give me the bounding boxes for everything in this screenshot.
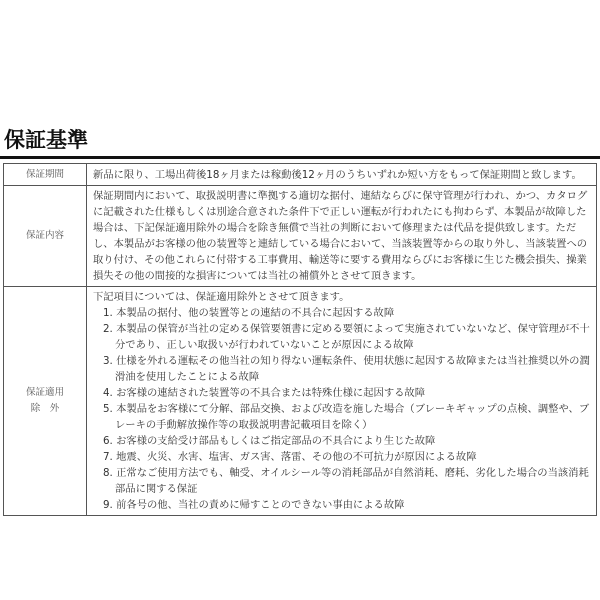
list-item: 3. 仕様を外れる運転その他当社の知り得ない運転条件、使用状態に起因する故障または当社推奨以外の潤滑油を使用したことによる故障 [103,355,590,383]
list-item: 1. 本製品の据付、他の装置等との連結の不具合に起因する故障 [103,307,395,319]
row-text [87,287,597,516]
list-item: 4. お客様の連結された装置等の不具合または特殊仕様に起因する故障 [103,387,426,399]
row-label-line: 除 外 [30,403,60,414]
row-label-line: 保証適用 [25,387,64,398]
title-divider [0,156,600,159]
list-item: 8. 正常なご使用方法でも、軸受、オイルシール等の消耗部品が自然消耗、磨耗、劣化した場合の当該消耗部品に関する保証 [103,467,589,495]
exclusion-intro: 下記項目については、保証適用除外とさせて頂きます。 [93,291,350,303]
list-item: 6. お客様の支給受け部品もしくはご指定部品の不具合により生じた故障 [103,435,436,447]
warranty-table [3,163,597,516]
list-item: 7. 地震、火災、水害、塩害、ガス害、落雷、その他の不可抗力が原因による故障 [103,451,477,463]
list-item: 5. 本製品をお客様にて分解、部品交換、および改造を施した場合（ブレーキギャップの点検、調整や、ブレーキの手動解放操作等の取扱説明書記載項目を除く） [103,403,590,431]
table-row [4,186,597,287]
list-item: 9. 前各号の他、当社の責めに帰すことのできない事由による故障 [103,499,405,511]
table-row [4,287,597,516]
row-label [4,287,87,516]
row-label: 保証期間 [4,164,87,186]
page-title: 保証基準 [4,128,88,152]
table-row [4,164,597,186]
row-label: 保証内容 [4,186,87,287]
list-item: 2. 本製品の保管が当社の定める保管要領書に定める要領によって実施されていないなど、保守管理が不十分であり、正しい取扱いが行われていないことが原因による故障 [103,323,590,351]
row-text: 保証期間内において、取扱説明書に準拠する適切な据付、連結ならびに保守管理が行われ、かつ、カタログに記載された仕様もしくは別途合意された条件下で正しい運転が行われたにも拘わらず、本製品が故障した場合は、下記保証適用除外の場合を除き無償で当社の判断において修理または代品を提供致します。ただし、本製品がお客様の他の装置等と連結している場合において、当該装置等からの取り外し、当該装置への取り付け、その他これらに付帯する工事費用、輸送等に要する費用ならびにお客様に生じた機会損失、操業損失その他の間接的な損害については当社の補償外とさせて頂きます。 [87,186,597,287]
row-text: 新品に限り、工場出荷後18ヶ月または稼動後12ヶ月のうちいずれか短い方をもって保証期間と致します。 [87,164,597,186]
